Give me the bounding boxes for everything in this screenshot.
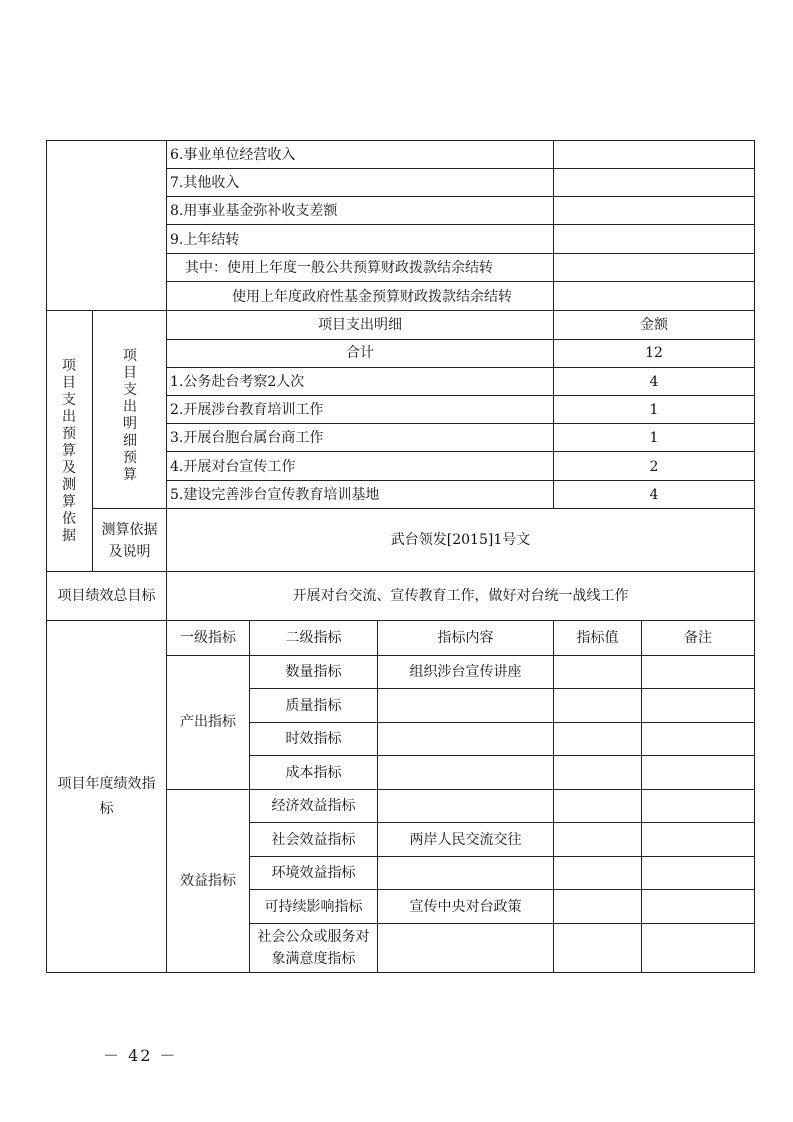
basis-value: 武台领发[2015]1号文 [390,532,531,548]
indicator-content-cell [377,688,554,723]
indicators-section-label-line1: 项目年度绩效指 [57,776,156,792]
indicator-remark-cell [641,923,755,973]
income-row-value-cell [553,140,755,169]
indicator-content-cell [377,923,554,973]
income-section-label-cell [46,140,167,311]
income-row-label: 使用上年度政府性基金预算财政拨款结余结转 [232,289,512,305]
indicator-remark-cell [641,789,755,823]
indicators-section-label-line2: 标 [99,801,114,817]
indicator-remark-cell [641,822,755,857]
indicator-remark-cell [641,755,755,790]
output-label: 产出指标 [180,714,236,730]
satisfaction-label-line2: 象满意度指标 [271,951,356,967]
budget-item-amount: 1 [649,402,659,418]
indicator-content-cell [377,755,554,790]
total-value: 12 [645,345,663,361]
indicator-content: 宣传中央对台政策 [409,899,522,915]
header-level1: 一级指标 [180,630,236,646]
indicators-section-label-cell [46,620,167,973]
header-value: 指标值 [576,630,619,646]
goal-label: 项目绩效总目标 [57,588,156,604]
indicator-name: 环境效益指标 [271,865,356,881]
income-row-label: 6.事业单位经营收入 [170,147,296,163]
indicator-value-cell [553,722,642,756]
income-row-value-cell [553,224,755,254]
budget-item-amount: 4 [649,487,659,503]
indicator-name: 经济效益指标 [271,798,356,814]
header-level2: 二级指标 [285,630,342,646]
indicator-name: 可持续影响指标 [264,899,363,915]
indicator-value-cell [553,889,642,924]
basis-label-line2: 及说明 [108,544,151,560]
indicator-name: 数量指标 [285,664,342,680]
indicator-value-cell [553,856,642,890]
benefit-label: 效益指标 [180,873,236,889]
header-remark: 备注 [684,630,712,646]
satisfaction-label-line1: 社会公众或服务对 [257,929,370,945]
income-row-label: 7.其他收入 [170,175,240,191]
budget-item-name: 2.开展涉台教育培训工作 [170,402,324,418]
amount-header: 金额 [640,317,668,333]
income-row-value-cell [553,281,755,311]
indicator-value-cell [553,655,642,689]
indicator-name: 成本指标 [285,765,342,781]
indicator-value-cell [553,822,642,857]
indicator-content: 组织涉台宣传讲座 [409,664,522,680]
indicator-name: 时效指标 [285,731,342,747]
indicator-value-cell [553,923,642,973]
indicator-value-cell [553,755,642,790]
header-content: 指标内容 [437,630,494,646]
indicator-content-cell [377,789,554,823]
detail-header: 项目支出明细 [318,317,402,333]
budget-item-name: 5.建设完善涉台宣传教育培训基地 [170,487,380,503]
income-row-value-cell [553,196,755,225]
budget-item-name: 3.开展台胞台属台商工作 [170,430,324,446]
budget-item-amount: 4 [649,374,659,390]
basis-label-cell [92,508,167,572]
indicator-content-cell [377,856,554,890]
indicator-name: 质量指标 [285,698,342,714]
indicator-value-cell [553,789,642,823]
goal-value: 开展对台交流、宣传教育工作，做好对台统一战线工作 [292,588,629,604]
budget-detail-label: 项目支出明细预算 [123,348,137,483]
indicator-content-cell [377,722,554,756]
indicator-value-cell [553,688,642,723]
total-label: 合计 [346,345,374,361]
income-row-label: 8.用事业基金弥补收支差额 [170,203,338,219]
income-row-value-cell [553,168,755,197]
budget-item-amount: 1 [649,430,659,446]
budget-section-label: 项目支出预算及测算依据 [62,358,76,544]
page-number: － 42 － [103,1046,178,1065]
indicator-remark-cell [641,856,755,890]
indicator-content: 两岸人民交流交往 [409,832,522,848]
budget-item-amount: 2 [649,459,659,475]
indicator-remark-cell [641,722,755,756]
income-row-value-cell [553,253,755,282]
indicator-remark-cell [641,889,755,924]
budget-item-name: 1.公务赴台考察2人次 [170,374,305,390]
indicator-name: 社会效益指标 [271,832,356,848]
income-row-label: 其中：使用上年度一般公共预算财政拨款结余结转 [185,260,493,276]
basis-label-line1: 测算依据 [101,522,158,538]
budget-item-name: 4.开展对台宣传工作 [170,459,296,475]
income-row-label: 9.上年结转 [170,232,240,248]
indicator-remark-cell [641,655,755,689]
indicator-remark-cell [641,688,755,723]
